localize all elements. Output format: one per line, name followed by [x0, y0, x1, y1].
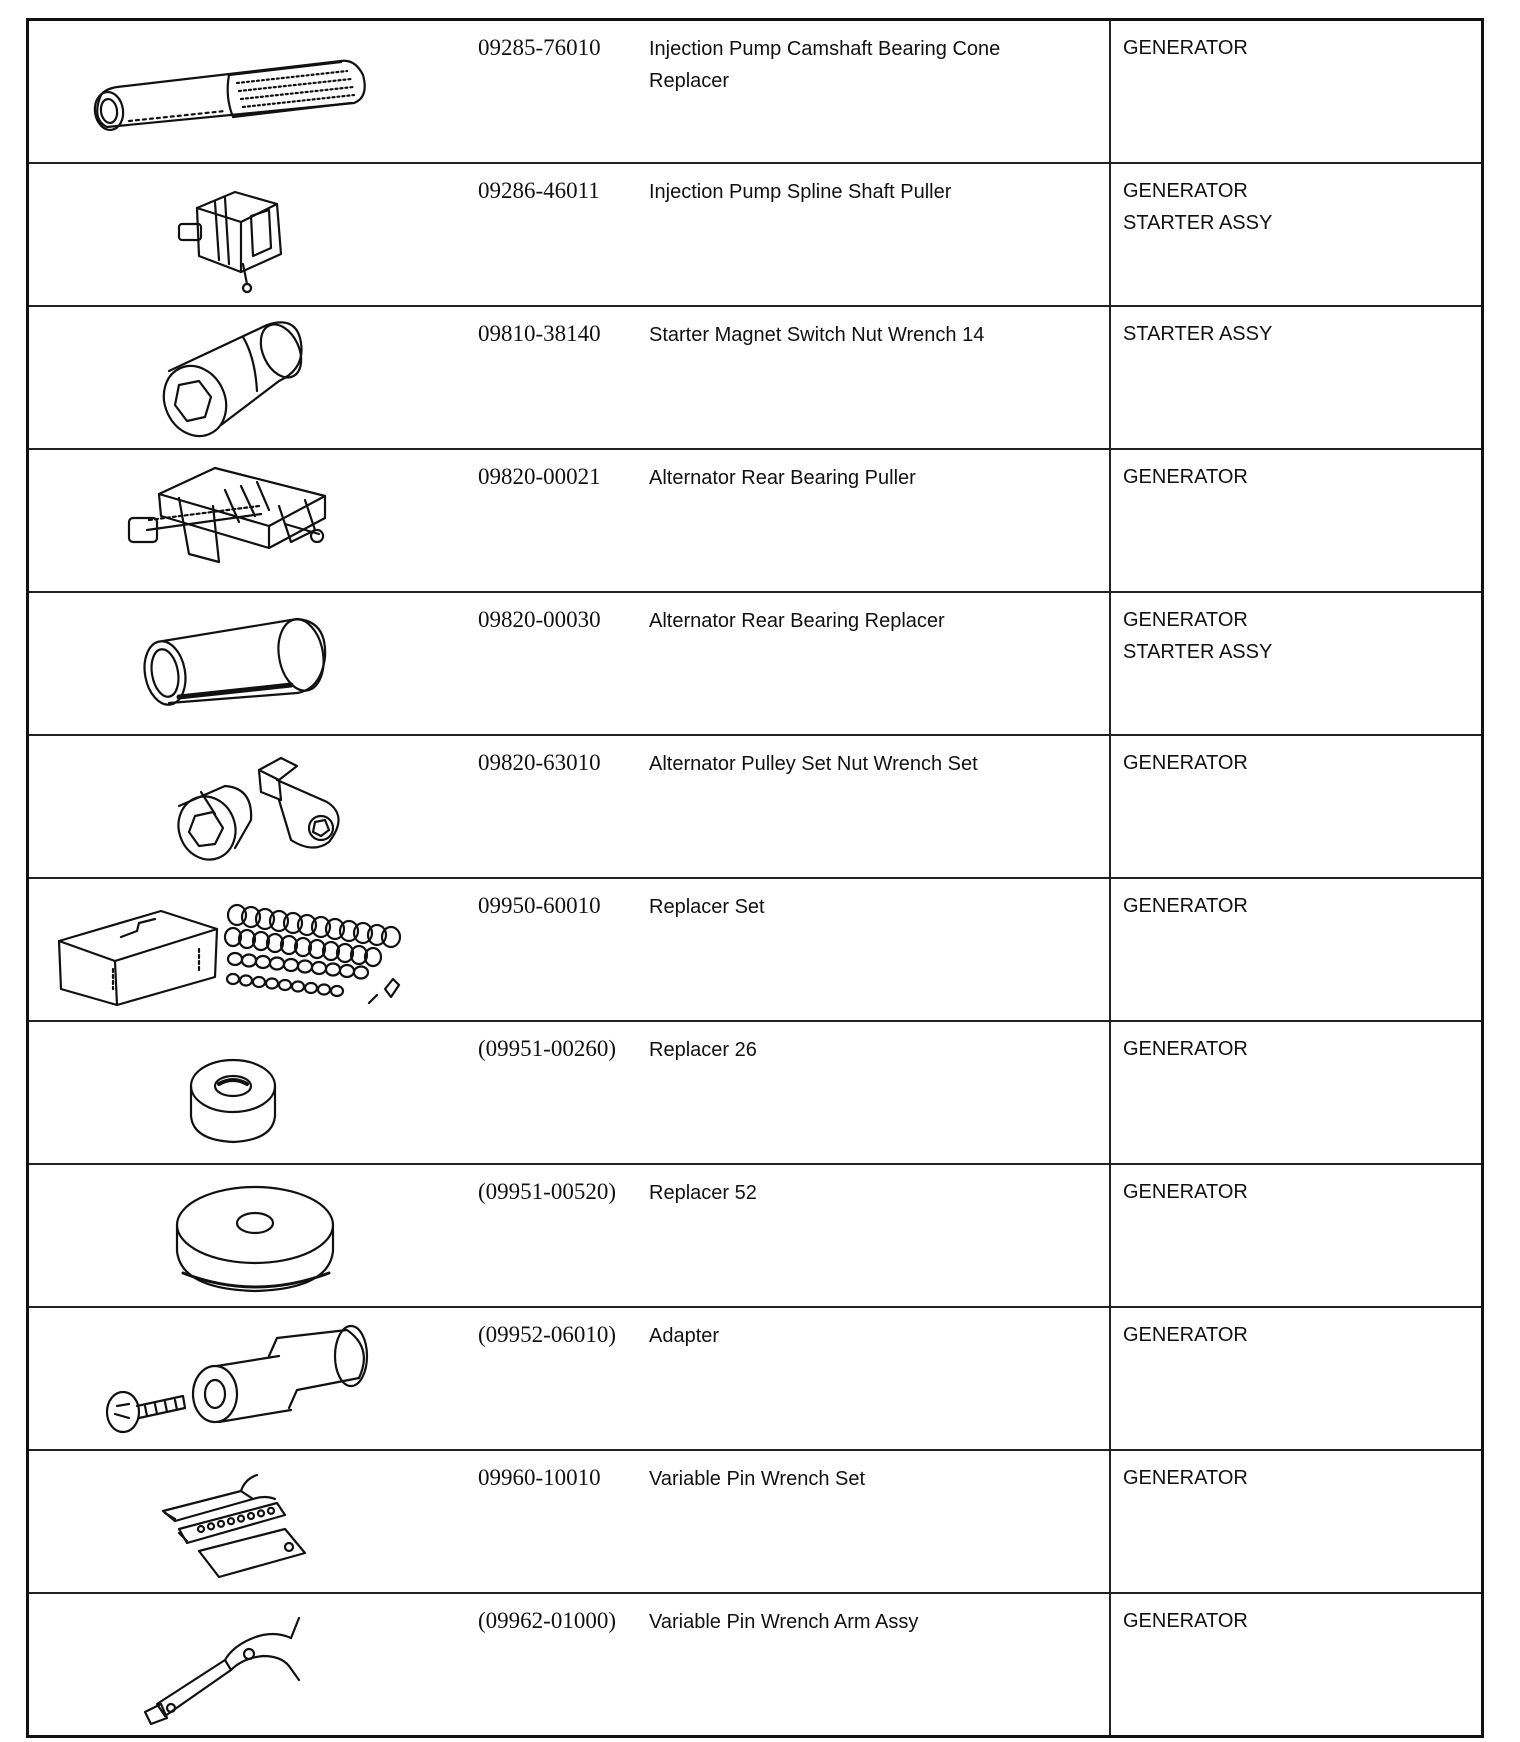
part-number: 09960-10010: [478, 1465, 601, 1490]
tool-row-12: [28, 1593, 1483, 1737]
tool-illustration-cell: [28, 306, 454, 449]
part-number: 09285-76010: [478, 35, 601, 60]
usage-cell: [1110, 1307, 1483, 1450]
usage-item: GENERATOR: [1123, 752, 1248, 774]
part-number-cell: [453, 592, 641, 735]
usage-item: GENERATOR: [1123, 1610, 1248, 1632]
description-cell: [641, 306, 1110, 449]
usage-cell: [1110, 449, 1483, 592]
tool-row-8: [28, 1021, 1483, 1164]
usage-item: GENERATOR: [1123, 37, 1248, 59]
usage-list: [1111, 593, 1481, 668]
part-number-cell: [453, 449, 641, 592]
part-number: (09952-06010): [478, 1322, 616, 1347]
usage-cell: [1110, 306, 1483, 449]
usage-list: [1111, 1451, 1481, 1494]
tool-row-10: [28, 1307, 1483, 1450]
tool-description: Adapter: [649, 1325, 720, 1347]
tool-illustration-cell: [28, 592, 454, 735]
tool-illustration-cell: [28, 20, 454, 164]
description-cell: [641, 592, 1110, 735]
tool-row-2: [28, 163, 1483, 306]
tool-illustration-cell: [28, 878, 454, 1021]
part-number-cell: [453, 306, 641, 449]
part-number-cell: [453, 1450, 641, 1593]
part-number: 09820-00021: [478, 464, 601, 489]
tool-illustration-cell: [28, 1593, 454, 1737]
usage-item: GENERATOR: [1123, 609, 1248, 631]
usage-list: [1111, 307, 1481, 350]
tool-description: Replacer Set: [649, 896, 765, 918]
tool-description: Injection Pump Spline Shaft Puller: [649, 181, 952, 203]
usage-cell: [1110, 1450, 1483, 1593]
usage-item: STARTER ASSY: [1123, 212, 1273, 234]
description-cell: [641, 449, 1110, 592]
tool-description: Alternator Pulley Set Nut Wrench Set: [649, 753, 978, 775]
hex-socket-wrench-icon: [29, 307, 453, 448]
tool-description: Injection Pump Camshaft Bearing Cone Replacer: [649, 38, 1001, 92]
usage-cell: [1110, 592, 1483, 735]
usage-item: STARTER ASSY: [1123, 323, 1273, 345]
tool-row-11: [28, 1450, 1483, 1593]
usage-list: [1111, 1022, 1481, 1065]
tool-row-6: [28, 735, 1483, 878]
tool-row-7: [28, 878, 1483, 1021]
description-cell: [641, 1164, 1110, 1307]
cylinder-replacer-icon: [29, 593, 453, 734]
usage-item: GENERATOR: [1123, 466, 1248, 488]
large-disc-replacer-icon: [29, 1165, 453, 1306]
usage-list: [1111, 1165, 1481, 1208]
part-number-cell: [453, 163, 641, 306]
description-cell: [641, 878, 1110, 1021]
usage-item: GENERATOR: [1123, 1038, 1248, 1060]
description-cell: [641, 1307, 1110, 1450]
long-tube-replacer-icon: [29, 21, 453, 162]
usage-cell: [1110, 20, 1483, 164]
description-cell: [641, 20, 1110, 164]
part-number: (09951-00260): [478, 1036, 616, 1061]
tool-illustration-cell: [28, 1450, 454, 1593]
usage-list: [1111, 21, 1481, 64]
usage-list: [1111, 164, 1481, 239]
tool-description: Starter Magnet Switch Nut Wrench 14: [649, 324, 985, 346]
adapter-bolt-icon: [29, 1308, 453, 1449]
description-cell: [641, 1450, 1110, 1593]
part-number: 09810-38140: [478, 321, 601, 346]
pin-wrench-arm-icon: [29, 1594, 453, 1735]
usage-cell: [1110, 735, 1483, 878]
bearing-puller-icon: [29, 450, 453, 591]
tool-illustration-cell: [28, 1307, 454, 1450]
usage-list: [1111, 879, 1481, 922]
tool-description: Variable Pin Wrench Arm Assy: [649, 1611, 919, 1633]
tool-description: Alternator Rear Bearing Puller: [649, 467, 916, 489]
part-number-cell: [453, 735, 641, 878]
tool-description: Alternator Rear Bearing Replacer: [649, 610, 945, 632]
tool-illustration-cell: [28, 449, 454, 592]
tool-description: Replacer 26: [649, 1039, 757, 1061]
part-number-cell: [453, 878, 641, 1021]
tool-row-9: [28, 1164, 1483, 1307]
usage-item: GENERATOR: [1123, 180, 1248, 202]
tool-description: Variable Pin Wrench Set: [649, 1468, 866, 1490]
part-number: 09950-60010: [478, 893, 601, 918]
replacer-set-case-icon: [29, 879, 453, 1020]
description-cell: [641, 1593, 1110, 1737]
part-number-cell: [453, 1307, 641, 1450]
part-number: (09951-00520): [478, 1179, 616, 1204]
tool-row-5: [28, 592, 1483, 735]
tool-illustration-cell: [28, 1164, 454, 1307]
small-ring-replacer-icon: [29, 1022, 453, 1163]
pulley-nut-wrench-set-icon: [29, 736, 453, 877]
usage-list: [1111, 1308, 1481, 1351]
tool-row-4: [28, 449, 1483, 592]
part-number: 09286-46011: [478, 178, 600, 203]
part-number: 09820-00030: [478, 607, 601, 632]
pin-wrench-set-icon: [29, 1451, 453, 1592]
usage-cell: [1110, 878, 1483, 1021]
part-number: (09962-01000): [478, 1608, 616, 1633]
usage-cell: [1110, 1021, 1483, 1164]
spline-shaft-puller-icon: [29, 164, 453, 305]
usage-cell: [1110, 1593, 1483, 1737]
usage-list: [1111, 450, 1481, 493]
tool-illustration-cell: [28, 735, 454, 878]
part-number-cell: [453, 1164, 641, 1307]
tool-illustration-cell: [28, 163, 454, 306]
description-cell: [641, 1021, 1110, 1164]
tool-illustration-cell: [28, 1021, 454, 1164]
usage-item: STARTER ASSY: [1123, 641, 1273, 663]
description-cell: [641, 735, 1110, 878]
tool-row-3: [28, 306, 1483, 449]
tool-row-1: [28, 20, 1483, 164]
usage-item: GENERATOR: [1123, 1467, 1248, 1489]
description-cell: [641, 163, 1110, 306]
part-number-cell: [453, 1021, 641, 1164]
usage-item: GENERATOR: [1123, 1324, 1248, 1346]
usage-list: [1111, 1594, 1481, 1637]
usage-cell: [1110, 1164, 1483, 1307]
part-number: 09820-63010: [478, 750, 601, 775]
part-number-cell: [453, 20, 641, 164]
special-service-tools-table: [26, 18, 1484, 1738]
usage-list: [1111, 736, 1481, 779]
tool-description: Replacer 52: [649, 1182, 757, 1204]
usage-item: GENERATOR: [1123, 1181, 1248, 1203]
part-number-cell: [453, 1593, 641, 1737]
usage-cell: [1110, 163, 1483, 306]
usage-item: GENERATOR: [1123, 895, 1248, 917]
